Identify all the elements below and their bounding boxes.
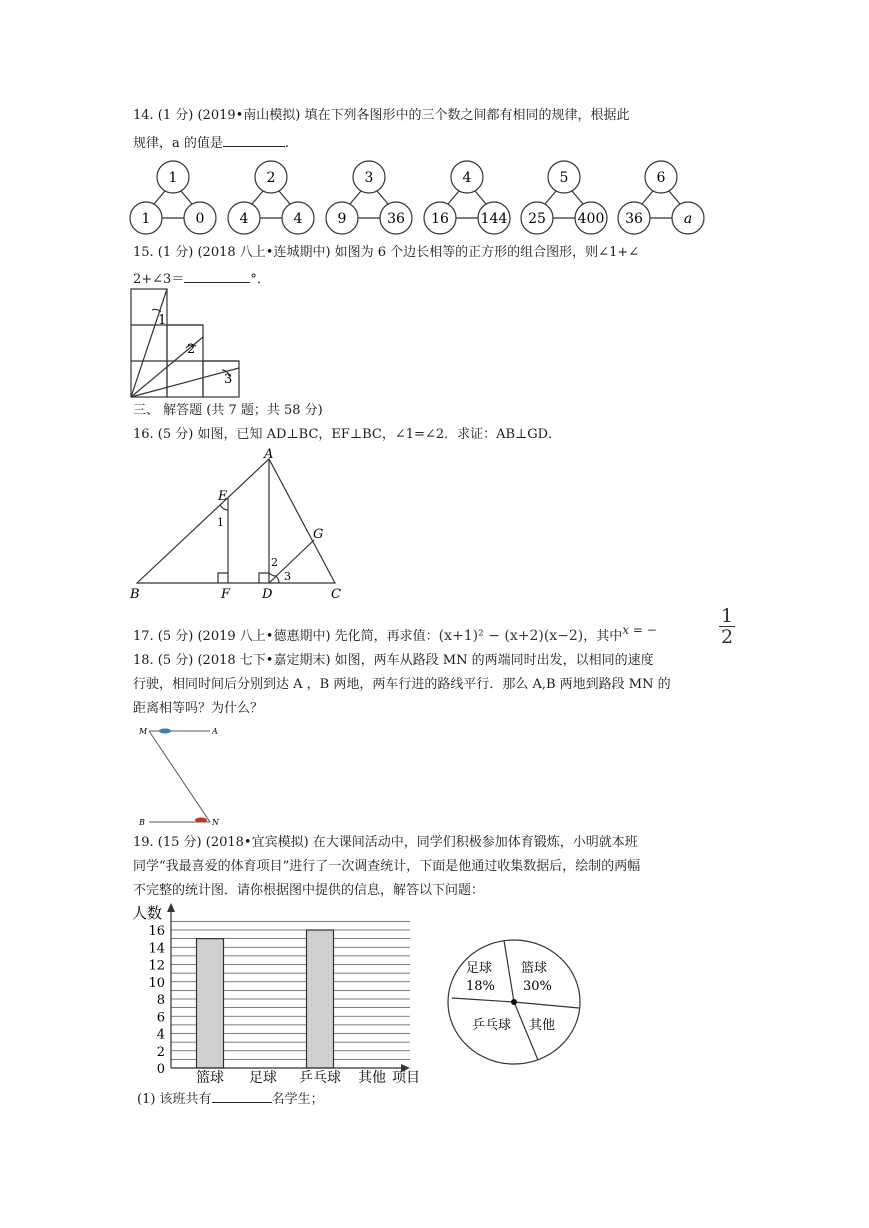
pie-pct-football: 18%: [466, 979, 495, 994]
q19-line1: 19. (15 分) (2018•宜宾模拟) 在大课间活动中，同学们积极参加体育锻炼，小明就本班: [133, 835, 638, 850]
q19-pie-chart: [446, 938, 586, 1068]
car-blue-icon: [159, 729, 171, 734]
q15-line2-post: °．: [250, 272, 270, 287]
chart-y-label: 人数: [132, 904, 163, 922]
chart-y-tick-label: 4: [156, 1027, 165, 1043]
q18-label-M: M: [139, 727, 148, 736]
q17-line: [133, 623, 657, 646]
chart-y-tick-label: 10: [148, 975, 165, 991]
pie-label-football: 足球: [466, 961, 493, 976]
q14-line2-pre: 规律，a 的值是: [133, 136, 223, 151]
q14-line2-post: .: [284, 136, 290, 151]
q14-line1: 14. (1 分) (2019•南山模拟) 填在下列各图形中的三个数之间都有相同的规律，根据此: [133, 108, 630, 123]
q15-angle-1-label: 1: [158, 313, 167, 328]
pie-label-basketball: 篮球: [521, 961, 548, 976]
chart-bar: [307, 930, 334, 1068]
q17-x-equals: x = −: [622, 623, 657, 637]
q18-label-N: N: [212, 818, 219, 827]
q17-expression: (x+1)² − (x+2)(x−2): [438, 628, 584, 644]
q17-text: 17. (5 分) (2019 八上•德惠期中) 先化简，再求值：: [133, 629, 439, 644]
q18-line2: 行驶，相同时间后分别到达 A ，B 两地，两车行进的路线平行．那么 A,B 两地到路段 MN 的: [133, 677, 671, 692]
number-left: 9: [337, 211, 347, 227]
number-left: 16: [431, 211, 449, 227]
pie-label-pingpong: 乒乓球: [472, 1018, 512, 1033]
number-top: 2: [266, 170, 276, 186]
number-right: 400: [577, 211, 605, 227]
q16-label-A: A: [264, 447, 274, 462]
car-red-icon: [195, 818, 207, 823]
q14-answer-blank: [223, 132, 285, 147]
triangle-figure: [521, 161, 607, 234]
chart-y-tick-label: 14: [148, 941, 165, 957]
q15-squares-figure: [128, 286, 248, 402]
q17-fraction-denominator: 2: [720, 626, 734, 648]
q16-angle-1-label: 1: [217, 516, 224, 529]
number-right: 36: [387, 211, 405, 227]
number-left: 4: [239, 211, 249, 227]
triangle-figure: [326, 161, 412, 234]
chart-bar: [197, 939, 224, 1068]
chart-y-tick-label: 6: [156, 1010, 165, 1026]
triangle-figure: [130, 161, 216, 234]
q16-text: 16. (5 分) 如图，已知 AD⊥BC，EF⊥BC，∠1=∠2．求证：AB⊥GD．: [133, 427, 562, 442]
number-left: 25: [528, 211, 546, 227]
q19-sub1-post: 名学生；: [271, 1092, 324, 1107]
q16-triangle-figure: [128, 448, 358, 606]
q19-sub1: [137, 1088, 324, 1109]
q18-label-B: B: [139, 818, 145, 827]
triangle-figure: [228, 161, 314, 234]
q17-fraction: [719, 606, 735, 647]
q15-angle-2-label: 2: [187, 342, 196, 357]
chart-x-label: 项目: [392, 1070, 420, 1086]
number-top: 3: [364, 170, 374, 186]
chart-y-arrow-icon: [167, 903, 175, 912]
q16-angle-2-label: 2: [271, 556, 278, 569]
pie-pct-basketball: 30%: [523, 979, 552, 994]
chart-category-label: 乒乓球: [299, 1070, 341, 1086]
q16-label-C: C: [331, 587, 341, 602]
q14-triangle-figures: [128, 158, 708, 238]
q19-bar-chart: [128, 900, 438, 1090]
chart-y-tick-label: 8: [156, 993, 165, 1008]
q19-sub1-answer-blank: [212, 1088, 272, 1103]
q16-label-G: G: [313, 527, 324, 542]
number-top: 5: [559, 170, 569, 186]
number-right: 4: [293, 211, 303, 227]
chart-category-label: 其他: [358, 1070, 386, 1086]
number-right: 0: [195, 211, 205, 227]
q16-label-D: D: [262, 587, 273, 602]
chart-y-tick-label: 16: [148, 924, 165, 939]
q19-sub1-pre: (1) 该班共有: [137, 1092, 212, 1107]
q14-line2: [133, 132, 289, 153]
q15-angle-3-label: 3: [224, 372, 233, 387]
q18-line1: 18. (5 分) (2018 七下•嘉定期末) 如图，两车从路段 MN 的两端同时出发，以相同的速度: [133, 653, 654, 668]
q16-label-E: E: [218, 489, 228, 504]
number-top: 4: [462, 170, 472, 186]
q16-label-B: B: [130, 587, 140, 602]
q16-angle-3-label: 3: [284, 570, 291, 583]
q15-answer-blank: [184, 268, 250, 283]
q19-line2: 同学“我最喜爱的体育项目”进行了一次调查统计，下面是他通过收集数据后，绘制的两幅: [133, 859, 641, 874]
chart-category-label: 足球: [249, 1070, 277, 1086]
q18-line3: 距离相等吗？为什么？: [133, 701, 264, 716]
chart-y-tick-label: 12: [148, 958, 165, 974]
number-top: 1: [168, 170, 178, 186]
number-right: a: [683, 211, 693, 227]
q19-line3: 不完整的统计图．请你根据图中提供的信息，解答以下问题：: [133, 883, 485, 898]
pie-label-other: 其他: [529, 1018, 556, 1033]
number-left: 1: [141, 211, 151, 227]
pie-center-dot: [511, 999, 517, 1005]
section-3-header: 三、 解答题 (共 7 题；共 58 分): [133, 403, 323, 418]
chart-category-label: 篮球: [196, 1070, 224, 1086]
q17-fraction-numerator: 1: [720, 605, 734, 627]
triangle-figure: [618, 161, 704, 234]
q16-label-F: F: [221, 587, 231, 602]
chart-y-tick-label: 0: [156, 1062, 165, 1077]
q18-label-A: A: [212, 727, 218, 736]
q15-line1: 15. (1 分) (2018 八上•连城期中) 如图为 6 个边长相等的正方形的组合图形，则∠1+∠: [133, 245, 640, 260]
q17-mid: ，其中: [583, 629, 623, 644]
q15-line2-pre: 2+∠3＝: [133, 272, 185, 287]
chart-y-tick-label: 2: [156, 1044, 165, 1060]
number-right: 144: [480, 211, 508, 227]
q18-road-figure: [134, 722, 234, 830]
triangle-figure: [424, 161, 510, 234]
number-left: 36: [625, 211, 643, 227]
number-top: 6: [656, 170, 666, 186]
